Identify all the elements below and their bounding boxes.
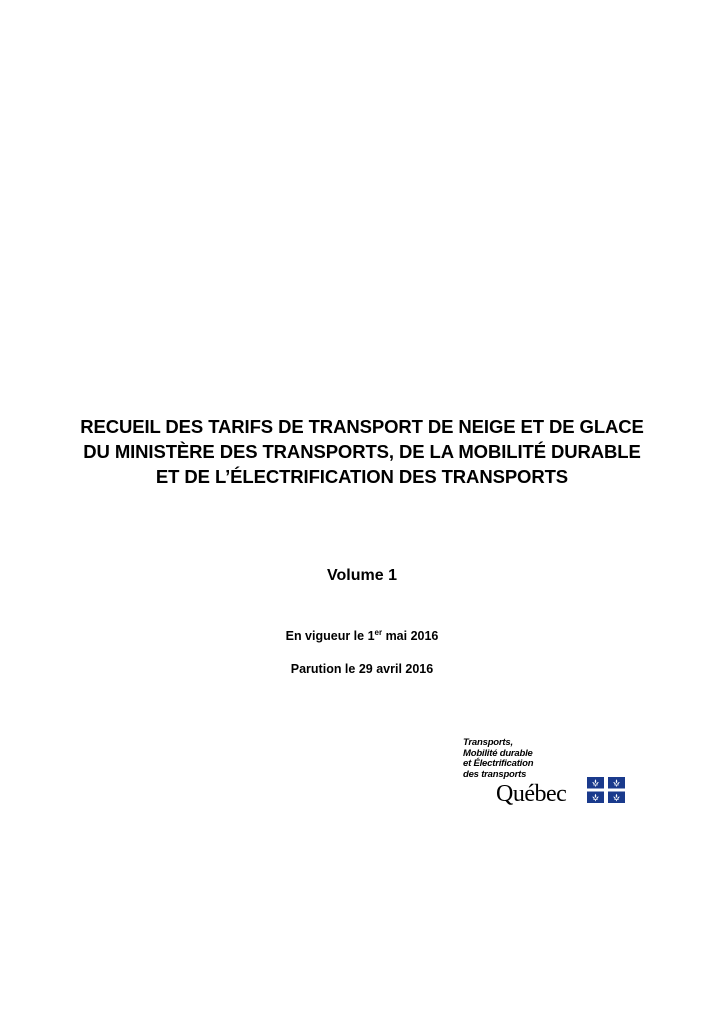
ministry-name-line-2: Mobilité durable: [463, 747, 533, 759]
publication-date: Parution le 29 avril 2016: [290, 662, 434, 676]
effective-date-suffix: mai 2016: [382, 629, 439, 643]
title-line-3: ET DE L’ÉLECTRIFICATION DES TRANSPORTS: [155, 466, 569, 487]
title-line-2: DU MINISTÈRE DES TRANSPORTS, DE LA MOBILITÉ DURABLE: [83, 441, 641, 462]
ministry-logo: [463, 738, 633, 808]
ministry-name-line-3: et Électrification: [463, 758, 534, 769]
quebec-flag-icon: [587, 777, 625, 803]
document-title: [0, 414, 724, 489]
quebec-wordmark: Québec: [496, 781, 567, 807]
effective-date-superscript: er: [374, 628, 383, 637]
ministry-name-line-4: des transports: [463, 768, 527, 780]
effective-date-prefix: En vigueur le 1: [285, 629, 375, 643]
title-line-1: RECUEIL DES TARIFS DE TRANSPORT DE NEIGE ET DE GLACE: [80, 416, 644, 437]
volume-label: Volume 1: [327, 567, 397, 584]
ministry-name-line-1: Transports,: [463, 737, 513, 748]
effective-date: [0, 628, 724, 644]
ministry-name: [463, 738, 533, 780]
